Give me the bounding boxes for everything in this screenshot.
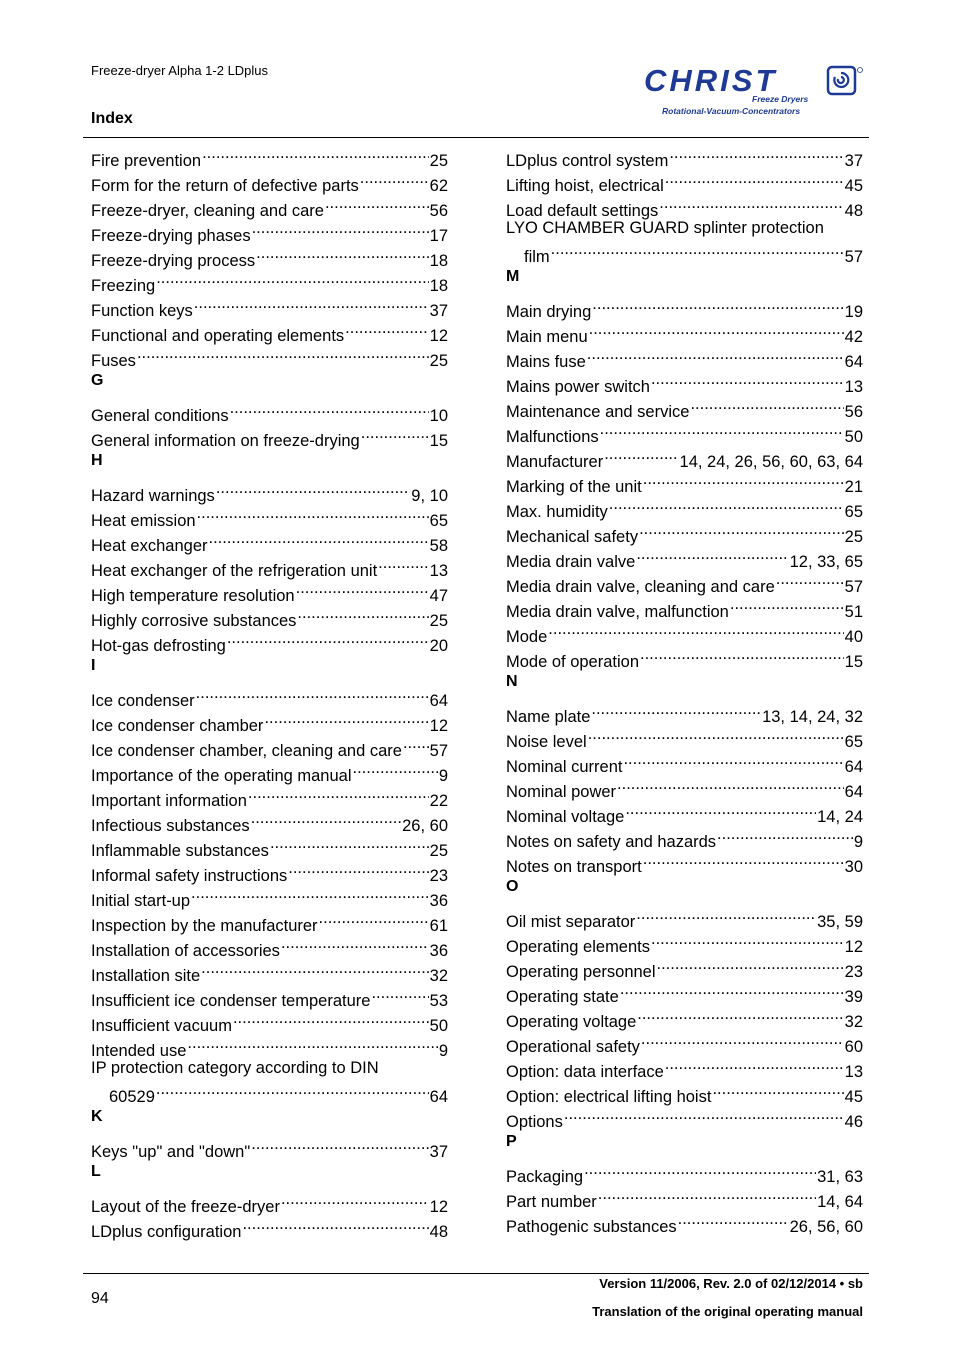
entry-page-ref: 45 xyxy=(844,1088,863,1106)
entry-label: Informal safety instructions xyxy=(91,867,288,885)
dot-leader xyxy=(361,421,429,446)
entry-page-ref: 64 xyxy=(429,692,448,710)
index-column-right xyxy=(506,141,863,1236)
index-entry xyxy=(506,216,863,266)
entry-label: Ice condenser chamber, cleaning and care xyxy=(91,742,402,760)
entry-label: Fire prevention xyxy=(91,152,202,170)
entry-page-ref: 37 xyxy=(429,302,448,320)
logo-tagline-freeze-dryers: Freeze Dryers xyxy=(752,94,809,104)
entry-page-ref: 25 xyxy=(429,842,448,860)
entry-label: IP protection category according to DIN xyxy=(91,1059,379,1077)
dot-leader xyxy=(776,567,844,592)
dot-leader xyxy=(587,342,844,367)
index-entry xyxy=(91,1132,448,1161)
dot-leader xyxy=(564,1102,844,1127)
dot-leader xyxy=(609,492,844,517)
dot-leader xyxy=(264,706,428,731)
entry-label: Operational safety xyxy=(506,1038,640,1056)
entry-label: Freeze-drying phases xyxy=(91,227,251,245)
dot-leader xyxy=(617,772,844,797)
entry-page-ref: 14, 24 xyxy=(817,808,863,826)
index-entry xyxy=(506,697,863,726)
entry-label: Keys "up" and "down" xyxy=(91,1143,251,1161)
entry-page-ref: 64 xyxy=(844,353,863,371)
entry-page-ref: 32 xyxy=(844,1013,863,1031)
entry-page-ref: 20 xyxy=(429,637,448,655)
dot-leader xyxy=(187,1031,437,1056)
dot-leader xyxy=(194,291,429,316)
entry-page-ref: 14, 24, 26, 56, 60, 63, 64 xyxy=(679,453,863,471)
entry-page-ref: 35, 59 xyxy=(817,913,863,931)
entry-label: Ice condenser xyxy=(91,692,195,710)
entry-page-ref: 25 xyxy=(429,352,448,370)
entry-page-ref: 65 xyxy=(844,503,863,521)
entry-label: Functional and operating elements xyxy=(91,327,345,345)
entry-page-ref: 22 xyxy=(429,792,448,810)
index-letter-heading: P xyxy=(506,1133,517,1150)
dot-leader xyxy=(371,981,428,1006)
entry-page-ref: 12 xyxy=(844,938,863,956)
dot-leader xyxy=(319,906,429,931)
entry-label: Part number xyxy=(506,1193,597,1211)
dot-leader xyxy=(378,551,428,576)
entry-page-ref: 12 xyxy=(429,327,448,345)
dot-leader xyxy=(712,1077,843,1102)
entry-page-ref: 64 xyxy=(429,1088,448,1106)
dot-leader xyxy=(548,617,843,642)
entry-page-ref: 36 xyxy=(429,892,448,910)
dot-leader xyxy=(230,396,429,421)
index-entry xyxy=(506,292,863,321)
dot-leader xyxy=(209,526,429,551)
entry-page-ref: 48 xyxy=(429,1223,448,1241)
entry-label: Insufficient ice condenser temperature xyxy=(91,992,371,1010)
dot-leader xyxy=(256,241,428,266)
entry-label: Infectious substances xyxy=(91,817,250,835)
entry-page-ref: 30 xyxy=(844,858,863,876)
index-entry xyxy=(506,902,863,931)
entry-label: Importance of the operating manual xyxy=(91,767,352,785)
dot-leader xyxy=(639,517,844,542)
entry-page-ref: 23 xyxy=(844,963,863,981)
entry-page-ref: 9 xyxy=(438,1042,448,1060)
dot-leader xyxy=(242,1212,428,1237)
entry-page-ref: 62 xyxy=(429,177,448,195)
entry-label: Hazard warnings xyxy=(91,487,215,505)
dot-leader xyxy=(584,1157,816,1182)
dot-leader xyxy=(296,576,429,601)
dot-leader xyxy=(156,1077,429,1102)
dot-leader xyxy=(636,542,788,567)
entry-label: Operating personnel xyxy=(506,963,656,981)
dot-leader xyxy=(137,341,429,366)
entry-label: Name plate xyxy=(506,708,591,726)
entry-label: General information on freeze-drying xyxy=(91,432,360,450)
dot-leader xyxy=(588,722,844,747)
entry-page-ref: 48 xyxy=(844,202,863,220)
dot-leader xyxy=(252,216,429,241)
entry-label: Form for the return of defective parts xyxy=(91,177,359,195)
entry-label: Freezing xyxy=(91,277,156,295)
index-entry xyxy=(91,476,448,505)
entry-label: Function keys xyxy=(91,302,193,320)
entry-label: Packaging xyxy=(506,1168,584,1186)
index-letter-heading: K xyxy=(91,1108,103,1125)
entry-label: Noise level xyxy=(506,733,587,751)
entry-page-ref: 26, 60 xyxy=(402,817,448,835)
dot-leader xyxy=(202,141,429,166)
entry-page-ref: 13 xyxy=(844,1063,863,1081)
entry-page-ref: 50 xyxy=(844,428,863,446)
dot-leader xyxy=(233,1006,429,1031)
index-entry xyxy=(91,1056,448,1106)
entry-page-ref: 65 xyxy=(429,512,448,530)
index-entry xyxy=(506,642,863,671)
entry-label: Main menu xyxy=(506,328,588,346)
dot-leader xyxy=(665,166,844,191)
entry-label: Operating state xyxy=(506,988,619,1006)
entry-page-ref: 36 xyxy=(429,942,448,960)
entry-page-ref: 32 xyxy=(429,967,448,985)
dot-leader xyxy=(592,292,843,317)
entry-page-ref: 15 xyxy=(429,432,448,450)
dot-leader xyxy=(196,681,429,706)
entry-label: Manufacturer xyxy=(506,453,604,471)
dot-leader xyxy=(600,417,844,442)
entry-label: Fuses xyxy=(91,352,136,370)
dot-leader xyxy=(669,141,843,166)
dot-leader xyxy=(678,1207,789,1232)
index-letter-heading: G xyxy=(91,372,104,389)
dot-leader xyxy=(251,806,401,831)
entry-label: Media drain valve, malfunction xyxy=(506,603,729,621)
entry-page-ref: 25 xyxy=(429,152,448,170)
index-letter-heading: L xyxy=(91,1163,101,1180)
dot-leader xyxy=(197,501,429,526)
entry-label: Option: electrical lifting hoist xyxy=(506,1088,712,1106)
dot-leader xyxy=(620,977,844,1002)
entry-page-ref: 47 xyxy=(429,587,448,605)
dot-leader xyxy=(640,642,844,667)
entry-page-ref: 12, 33, 65 xyxy=(789,553,863,571)
entry-page-ref: 60 xyxy=(844,1038,863,1056)
entry-page-ref: 61 xyxy=(429,917,448,935)
entry-page-ref: 13, 14, 24, 32 xyxy=(762,708,863,726)
entry-page-ref: 31, 63 xyxy=(817,1168,863,1186)
index-entry xyxy=(91,341,448,370)
entry-label: Max. humidity xyxy=(506,503,608,521)
entry-page-ref: 12 xyxy=(429,717,448,735)
entry-label: Mode xyxy=(506,628,548,646)
entry-label: Mains fuse xyxy=(506,353,586,371)
entry-page-ref: 9 xyxy=(853,833,863,851)
entry-label: Operating voltage xyxy=(506,1013,637,1031)
entry-label: Heat emission xyxy=(91,512,196,530)
entry-label: Installation site xyxy=(91,967,201,985)
entry-page-ref: 56 xyxy=(429,202,448,220)
entry-label: Installation of accessories xyxy=(91,942,280,960)
dot-leader xyxy=(623,747,843,772)
entry-label: Pathogenic substances xyxy=(506,1218,677,1236)
entry-label: Mains power switch xyxy=(506,378,650,396)
dot-leader xyxy=(659,191,843,216)
entry-page-ref: 10 xyxy=(429,407,448,425)
document-title: Freeze-dryer Alpha 1-2 LDplus xyxy=(91,63,269,78)
dot-leader xyxy=(636,902,816,927)
dot-leader xyxy=(657,952,844,977)
index-entry xyxy=(506,141,863,170)
dot-leader xyxy=(665,1052,844,1077)
entry-label: Layout of the freeze-dryer xyxy=(91,1198,280,1216)
entry-label: LDplus configuration xyxy=(91,1223,242,1241)
entry-label: Insufficient vacuum xyxy=(91,1017,232,1035)
entry-label: Inspection by the manufacturer xyxy=(91,917,318,935)
entry-page-ref: 40 xyxy=(844,628,863,646)
entry-label: Heat exchanger of the refrigeration unit xyxy=(91,562,378,580)
entry-label: LYO CHAMBER GUARD splinter protection xyxy=(506,219,824,237)
entry-label: Options xyxy=(506,1113,563,1131)
index-letter-heading: M xyxy=(506,268,520,285)
entry-page-ref: 37 xyxy=(844,152,863,170)
entry-page-ref: 39 xyxy=(844,988,863,1006)
dot-leader xyxy=(589,317,844,342)
entry-label: Important information xyxy=(91,792,247,810)
dot-leader xyxy=(651,927,844,952)
entry-label: Nominal power xyxy=(506,783,617,801)
entry-page-ref: 53 xyxy=(429,992,448,1010)
entry-label: Highly corrosive substances xyxy=(91,612,297,630)
entry-label: Intended use xyxy=(91,1042,187,1060)
entry-page-ref: 37 xyxy=(429,1143,448,1161)
entry-label: LDplus control system xyxy=(506,152,669,170)
entry-page-ref: 26, 56, 60 xyxy=(789,1218,863,1236)
index-letter-heading: N xyxy=(506,673,518,690)
entry-page-ref: 45 xyxy=(844,177,863,195)
entry-label: Marking of the unit xyxy=(506,478,642,496)
entry-page-ref: 9, 10 xyxy=(411,487,448,505)
dot-leader xyxy=(717,822,853,847)
entry-page-ref: 12 xyxy=(429,1198,448,1216)
entry-page-ref: 13 xyxy=(429,562,448,580)
dot-leader xyxy=(637,1002,843,1027)
footer-divider xyxy=(83,1273,869,1274)
logo-emblem-icon xyxy=(828,67,863,94)
entry-label: Inflammable substances xyxy=(91,842,269,860)
entry-page-ref: 65 xyxy=(844,733,863,751)
entry-page-ref: 17 xyxy=(429,227,448,245)
entry-page-ref: 50 xyxy=(429,1017,448,1035)
footer-translation-note: Translation of the original operating manual xyxy=(592,1304,863,1319)
entry-page-ref: 21 xyxy=(844,478,863,496)
entry-label: Main drying xyxy=(506,303,592,321)
dot-leader xyxy=(281,931,429,956)
entry-label: Mode of operation xyxy=(506,653,640,671)
dot-leader xyxy=(651,367,844,392)
entry-label: Hot-gas defrosting xyxy=(91,637,226,655)
dot-leader xyxy=(345,316,428,341)
entry-label: Lifting hoist, electrical xyxy=(506,177,664,195)
dot-leader xyxy=(227,626,429,651)
entry-page-ref: 25 xyxy=(429,612,448,630)
entry-page-ref: 64 xyxy=(844,758,863,776)
dot-leader xyxy=(191,881,429,906)
entry-page-ref: 25 xyxy=(844,528,863,546)
dot-leader xyxy=(551,237,844,262)
dot-leader xyxy=(325,191,429,216)
index-entry xyxy=(91,141,448,170)
index-entry xyxy=(91,681,448,710)
entry-label: Malfunctions xyxy=(506,428,599,446)
entry-label: Maintenance and service xyxy=(506,403,690,421)
entry-page-ref: 19 xyxy=(844,303,863,321)
entry-label: Initial start-up xyxy=(91,892,191,910)
entry-label: Nominal voltage xyxy=(506,808,625,826)
entry-label: Freeze-dryer, cleaning and care xyxy=(91,202,324,220)
entry-page-ref: 18 xyxy=(429,252,448,270)
dot-leader xyxy=(360,166,429,191)
dot-leader xyxy=(353,756,438,781)
section-title: Index xyxy=(91,110,133,127)
dot-leader xyxy=(730,592,844,617)
entry-page-ref: 42 xyxy=(844,328,863,346)
entry-page-ref: 51 xyxy=(844,603,863,621)
dot-leader xyxy=(598,1182,816,1207)
entry-page-ref: 13 xyxy=(844,378,863,396)
entry-page-ref: 58 xyxy=(429,537,448,555)
logo-brand-text: CHRIST xyxy=(644,63,778,98)
dot-leader xyxy=(281,1187,429,1212)
dot-leader xyxy=(297,601,428,626)
entry-page-ref: 18 xyxy=(429,277,448,295)
entry-label: Media drain valve, cleaning and care xyxy=(506,578,775,596)
entry-label: Notes on safety and hazards xyxy=(506,833,717,851)
entry-label: Load default settings xyxy=(506,202,659,220)
logo-tagline-rvc: Rotational-Vacuum-Concentrators xyxy=(662,106,801,116)
entry-continuation xyxy=(506,237,863,266)
index-entry xyxy=(506,617,863,646)
dot-leader xyxy=(201,956,428,981)
entry-label: Notes on transport xyxy=(506,858,642,876)
entry-label: General conditions xyxy=(91,407,229,425)
dot-leader xyxy=(591,697,761,722)
entry-page-ref: 57 xyxy=(844,578,863,596)
index-letter-heading: O xyxy=(506,878,519,895)
entry-label: Heat exchanger xyxy=(91,537,208,555)
entry-label: film xyxy=(524,248,550,266)
entry-page-ref: 14, 64 xyxy=(817,1193,863,1211)
entry-page-ref: 57 xyxy=(429,742,448,760)
entry-label: Freeze-drying process xyxy=(91,252,256,270)
dot-leader xyxy=(270,831,429,856)
dot-leader xyxy=(403,731,429,756)
index-column-left xyxy=(91,141,448,1241)
index-letter-heading: I xyxy=(91,657,96,674)
entry-label: Operating elements xyxy=(506,938,650,956)
footer-version: Version 11/2006, Rev. 2.0 of 02/12/2014 • sb xyxy=(599,1276,863,1291)
entry-label: Oil mist separator xyxy=(506,913,636,931)
entry-label: Media drain valve xyxy=(506,553,636,571)
dot-leader xyxy=(248,781,429,806)
header-divider xyxy=(83,137,869,138)
page-number: 94 xyxy=(91,1290,109,1307)
entry-label: Ice condenser chamber xyxy=(91,717,264,735)
dot-leader xyxy=(251,1132,428,1157)
index-entry xyxy=(91,1187,448,1216)
entry-page-ref: 9 xyxy=(438,767,448,785)
dot-leader xyxy=(604,442,678,467)
entry-page-ref: 64 xyxy=(844,783,863,801)
entry-label: Mechanical safety xyxy=(506,528,639,546)
index-entry xyxy=(506,1157,863,1186)
entry-page-ref: 23 xyxy=(429,867,448,885)
entry-label: Nominal current xyxy=(506,758,623,776)
entry-page-ref: 57 xyxy=(844,248,863,266)
entry-page-ref: 46 xyxy=(844,1113,863,1131)
entry-continuation xyxy=(91,1077,448,1106)
dot-leader xyxy=(156,266,428,291)
entry-label: Option: data interface xyxy=(506,1063,664,1081)
entry-label: 60529 xyxy=(109,1088,155,1106)
entry-page-ref: 15 xyxy=(844,653,863,671)
dot-leader xyxy=(643,467,844,492)
dot-leader xyxy=(216,476,410,501)
dot-leader xyxy=(288,856,428,881)
dot-leader xyxy=(625,797,816,822)
entry-page-ref: 56 xyxy=(844,403,863,421)
dot-leader xyxy=(641,1027,844,1052)
entry-label: High temperature resolution xyxy=(91,587,295,605)
dot-leader xyxy=(690,392,843,417)
dot-leader xyxy=(643,847,844,872)
index-letter-heading: H xyxy=(91,452,103,469)
index-entry xyxy=(91,396,448,425)
